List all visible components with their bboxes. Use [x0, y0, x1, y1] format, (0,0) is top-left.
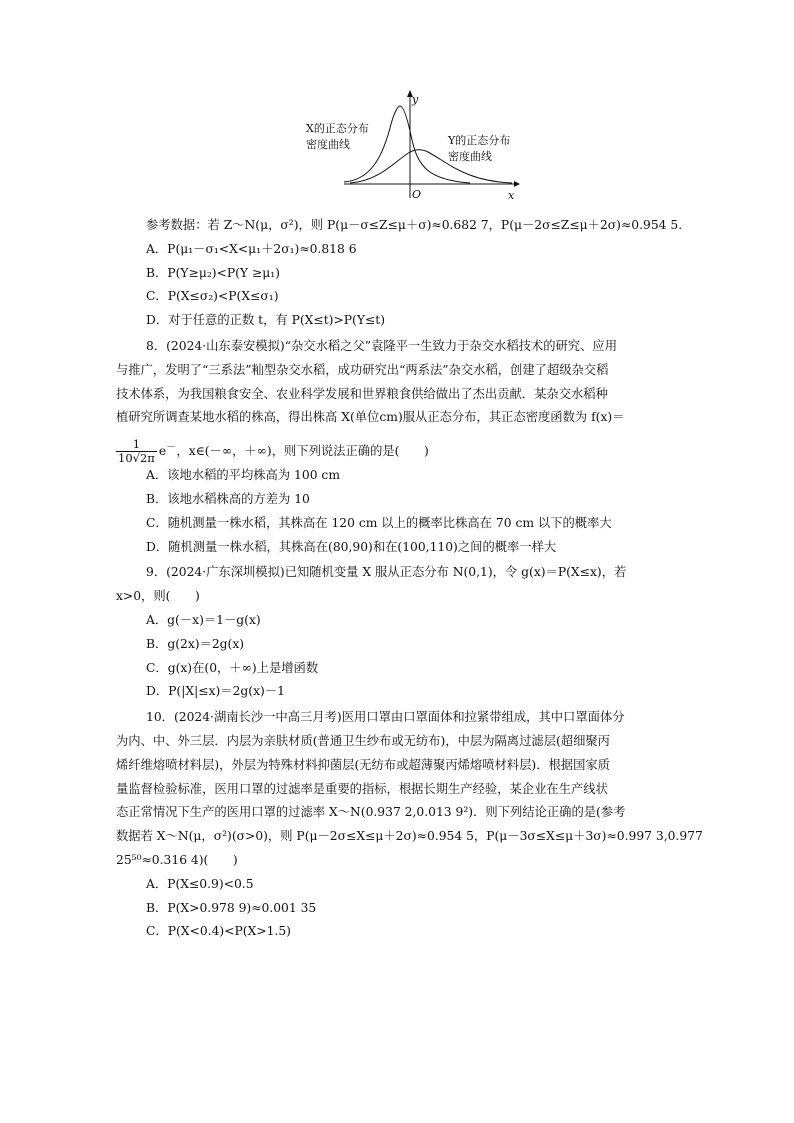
q7-option-d: D．对于任意的正数 t，有 P(X≤t)>P(Y≤t) [146, 313, 385, 328]
density-fraction [116, 438, 157, 465]
q7-option-b: B．P(Y≥μ₂)<P(Y ≥μ₁) [146, 265, 280, 280]
q9-option-d: D．P(|X|≤x)＝2g(x)－1 [146, 684, 285, 699]
normal-density-figure [300, 88, 520, 206]
q10-stem-line-2: 为内、中、外三层．内层为亲肤材质(普通卫生纱布或无纺布)，中层为隔离过滤层(超细聚丙 [116, 733, 610, 748]
q9-stem-line-1: 9．(2024·广东深圳模拟)已知随机变量 X 服从正态分布 N(0,1)，令 g(x)＝P(X≤x)，若 [146, 565, 627, 580]
x-curve-label-2: 密度曲线 [306, 138, 350, 151]
q7-option-c: C．P(X≤σ₂)<P(X≤σ₁) [146, 289, 279, 304]
q8-stem-line-3: 技术体系，为我国粮食安全、农业科学发展和世界粮食供给做出了杰出贡献．某杂交水稻种 [116, 386, 608, 401]
q10-option-b: B．P(X>0.978 9)≈0.001 35 [146, 900, 317, 915]
x-axis-arrow [514, 181, 520, 187]
q10-option-c: C．P(X<0.4)<P(X>1.5) [146, 924, 291, 939]
q10-stem-line-1: 10．(2024·湖南长沙一中高三月考)医用口罩由口罩面体和拉紧带组成，其中口罩面体分 [146, 710, 625, 725]
q8-formula-line [116, 430, 680, 464]
q10-stem-line-3: 烯纤维熔喷材料层)，外层为特殊材料抑菌层(无纺布或超薄聚丙烯熔喷材料层)．根据国家质 [116, 757, 610, 772]
q10-stem-line-6: 数据若 X～N(μ，σ²)(σ>0)，则 P(μ－2σ≤X≤μ＋2σ)≈0.954 5，P(μ－3σ≤X≤μ＋3σ)≈0.997 3,0.977 [116, 829, 703, 844]
reference-data: 参考数据：若 Z～N(μ，σ²)，则 P(μ－σ≤Z≤μ＋σ)≈0.682 7，P(μ－2σ≤Z≤μ＋2σ)≈0.954 5. [146, 218, 683, 232]
exp-base: e [158, 444, 167, 459]
q10-stem-line-7: 25⁵⁰≈0.316 4)( ) [116, 852, 238, 867]
q9-option-c: C．g(x)在(0，＋∞)上是增函数 [146, 660, 319, 675]
exp-superscript: － [166, 441, 177, 454]
q8-option-a: A．该地水稻的平均株高为 100 cm [146, 468, 340, 483]
q8-stem-line-2: 与推广，发明了“三系法”籼型杂交水稻，成功研究出“两系法”杂交水稻，创建了超级杂交稻 [116, 362, 609, 377]
q9-option-a: A．g(－x)＝1－g(x) [146, 612, 261, 627]
q9-option-b: B．g(2x)＝2g(x) [146, 636, 245, 651]
y-curve-label-1: Y的正态分布 [448, 134, 511, 147]
fraction-numerator: 1 [116, 438, 157, 452]
q10-stem-line-5: 态正常情况下生产的医用口罩的过滤率 X～N(0.937 2,0.013 9²)．则下列结论正确的是(参考 [116, 805, 626, 820]
origin-label: O [412, 188, 422, 201]
q9-stem-line-2: x>0，则( ) [116, 589, 200, 604]
document-body [116, 214, 703, 944]
q8-option-c: C．随机测量一株水稻，其株高在 120 cm 以上的概率比株高在 70 cm 以下的概率大 [146, 515, 612, 530]
density-curves-svg [300, 88, 520, 206]
q8-stem-line-4: 植研究所调查某地水稻的株高，得出株高 X(单位cm)服从正态分布，其正态密度函数为 f(x)＝ [116, 410, 625, 425]
q10-stem-line-4: 量监督检验标准，医用口罩的过滤率是重要的指标，根据长期生产经验，某企业在生产线状 [116, 781, 608, 796]
q8-stem-line-1: 8．(2024·山东泰安模拟)“杂交水稻之父”袁隆平一生致力于杂交水稻技术的研究、应用 [146, 338, 617, 353]
q10-option-a: A．P(X≤0.9)<0.5 [146, 876, 254, 891]
y-axis-label: y [412, 93, 419, 106]
fraction-denominator: 10√2π [118, 451, 155, 466]
q8-option-b: B．该地水稻株高的方差为 10 [146, 491, 310, 506]
y-curve-label-2: 密度曲线 [448, 150, 492, 163]
q8-option-d: D．随机测量一株水稻，其株高在(80,90)和在(100,110)之间的概率一样大 [146, 539, 557, 554]
formula-rest: ，x∈(－∞，＋∞)，则下列说法正确的是( ) [176, 444, 429, 459]
q7-option-a: A．P(μ₁－σ₁<X<μ₁＋2σ₁)≈0.818 6 [146, 241, 357, 256]
x-curve-label-1: X的正态分布 [306, 122, 369, 135]
x-axis-label: x [508, 189, 515, 202]
